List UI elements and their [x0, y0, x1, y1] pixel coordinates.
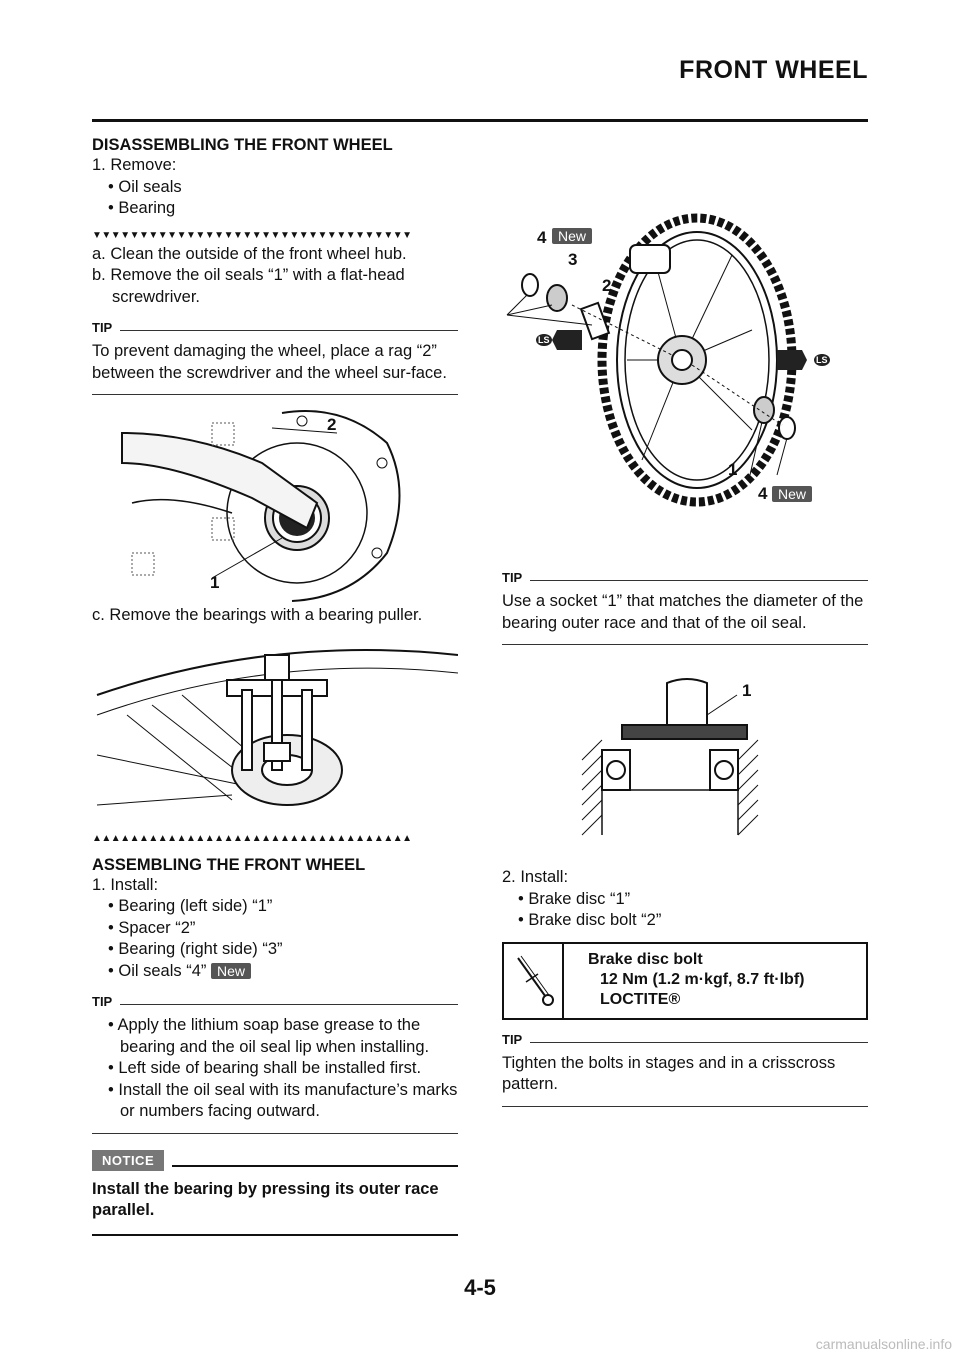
ls-grease-icon-right: LS [816, 355, 828, 365]
figure-callout-1: 1 [210, 573, 220, 592]
callout-4-top: 4 [537, 228, 547, 247]
header-rule [92, 119, 868, 122]
install-item: • Brake disc “1” [518, 889, 631, 908]
oil-seal-removal-figure [112, 403, 412, 603]
tip-list [92, 1015, 458, 1123]
callout-3: 3 [568, 250, 578, 269]
callout-2: 2 [602, 276, 612, 295]
tip-rule [120, 1004, 458, 1005]
install-item-text: • Oil seals “4” [108, 961, 207, 980]
torque-wrench-svg [512, 952, 554, 1010]
watermark: carmanualsonline.info [815, 1336, 952, 1352]
callout-1: 1 [728, 460, 738, 479]
tip-text: Tighten the bolts in stages and in a crisscross pattern. [502, 1053, 836, 1093]
left-column [92, 135, 458, 1236]
tip-rule [120, 330, 458, 331]
tip-label: TIP [502, 570, 523, 585]
tip-label: TIP [92, 994, 113, 1009]
install-step: 1. Install: [92, 875, 159, 894]
wheel-exploded-figure [502, 210, 868, 510]
notice-end-rule [92, 1234, 458, 1236]
spec-title: Brake disc bolt [588, 950, 703, 968]
procedure-start-marker: ▼▼▼▼▼▼▼▼▼▼▼▼▼▼▼▼▼▼▼▼▼▼▼▼▼▼▼▼▼▼▼▼▼▼ [92, 229, 412, 241]
new-badge-bottom: New [772, 486, 812, 502]
torque-wrench-icon [504, 944, 564, 1018]
figure-callout-2: 2 [327, 415, 337, 434]
tip-label: TIP [502, 1031, 523, 1047]
tip-end-rule [502, 644, 868, 645]
callout-4-bottom: 4 [758, 484, 768, 503]
tip-item: • Left side of bearing shall be installed first. [108, 1059, 422, 1077]
new-badge-top: New [552, 228, 592, 244]
bearing-puller-figure [92, 635, 458, 825]
torque-spec-box [502, 942, 868, 1020]
install-item: • Bearing (right side) “3” [108, 940, 283, 958]
tip-heading [502, 570, 868, 585]
page-title: FRONT WHEEL [679, 56, 868, 84]
step-a: a. Clean the outside of the front wheel hub. [92, 244, 407, 263]
notice-rule [172, 1165, 458, 1167]
notice-badge: NOTICE [92, 1150, 164, 1171]
tip-label: TIP [92, 320, 113, 335]
socket-callout-1: 1 [742, 681, 752, 700]
tip-end-rule [92, 394, 458, 395]
install-step-2: 2. Install: [502, 868, 569, 886]
remove-step: 1. Remove: [92, 156, 177, 174]
notice-heading [92, 1150, 458, 1171]
disassembly-heading: DISASSEMBLING THE FRONT WHEEL [92, 136, 393, 154]
right-column [502, 210, 868, 1107]
socket-figure [502, 675, 868, 845]
tip-rule [530, 580, 868, 581]
tip-heading [502, 1032, 868, 1047]
tip-item: • Apply the lithium soap base grease to the bearing and the oil seal lip when installing. [108, 1016, 430, 1056]
remove-item: • Oil seals [108, 177, 182, 196]
tip-end-rule [502, 1106, 868, 1107]
tip-end-rule [92, 1133, 458, 1134]
ls-grease-icon-left: LS [538, 335, 550, 345]
step-b: b. Remove the oil seals “1” with a flat-head screwdriver. [92, 266, 405, 306]
tip-item: • Install the oil seal with its manufacture’s marks or numbers facing outward. [108, 1080, 458, 1120]
notice-text: Install the bearing by pressing its outer race parallel. [92, 1179, 439, 1219]
tip-text: To prevent damaging the wheel, place a rag “2” between the screwdriver and the wheel sur-face. [92, 342, 447, 382]
assembly-heading: ASSEMBLING THE FRONT WHEEL [92, 855, 366, 874]
tip-heading [92, 320, 458, 335]
torque-spec-text [564, 944, 804, 1018]
tip-rule [530, 1042, 868, 1043]
spec-loctite: LOCTITE® [600, 990, 681, 1008]
page-number: 4-5 [464, 1275, 496, 1300]
spec-torque: 12 Nm (1.2 m·kgf, 8.7 ft·lbf) [600, 970, 805, 988]
step-c: c. Remove the bearings with a bearing puller. [92, 606, 423, 624]
install-item: • Bearing (left side) “1” [108, 897, 273, 915]
remove-item: • Bearing [108, 199, 176, 217]
install-item [92, 961, 458, 983]
procedure-end-marker: ▲▲▲▲▲▲▲▲▲▲▲▲▲▲▲▲▲▲▲▲▲▲▲▲▲▲▲▲▲▲▲▲▲▲ [92, 832, 412, 844]
tip-heading [92, 994, 458, 1009]
install-item: • Spacer “2” [108, 918, 196, 937]
install-item: • Brake disc bolt “2” [518, 911, 662, 929]
new-part-badge: New [211, 963, 251, 979]
socket-drawing [502, 675, 868, 845]
tip-text: Use a socket “1” that matches the diameter of the bearing outer race and that of the oil seal. [502, 592, 864, 632]
